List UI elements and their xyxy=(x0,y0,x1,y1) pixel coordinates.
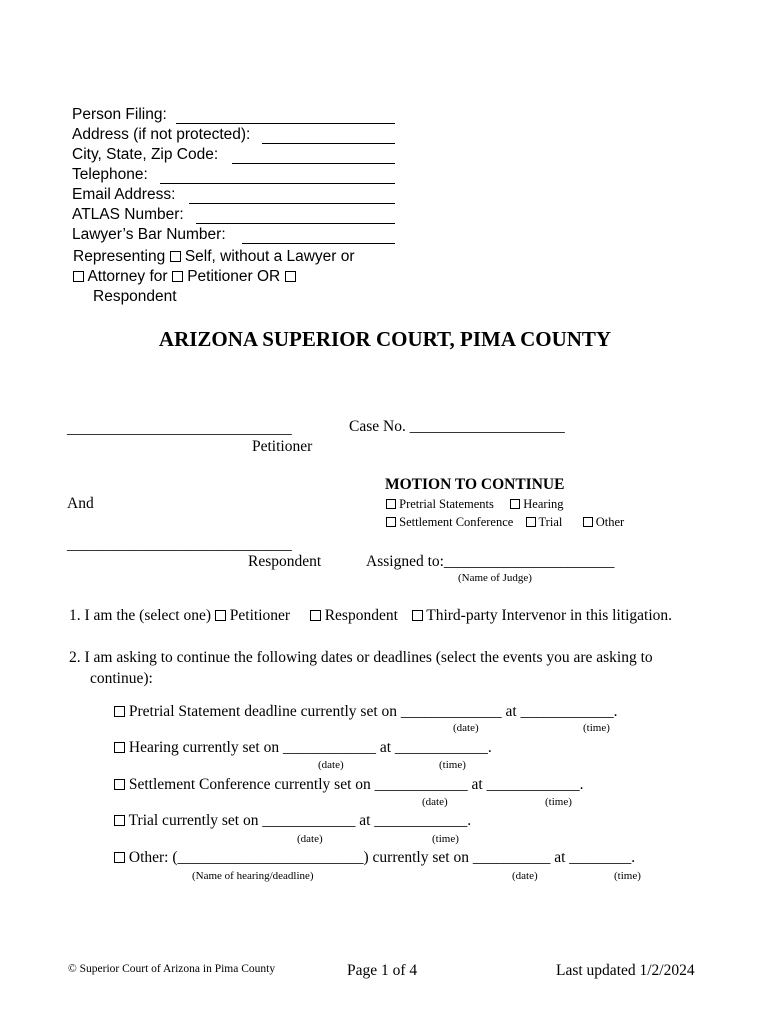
other-label: Other xyxy=(595,515,625,529)
trial-label: Trial xyxy=(538,515,563,529)
other-row xyxy=(114,849,635,867)
city-state-zip-row xyxy=(72,146,402,166)
other-row-checkbox[interactable] xyxy=(114,852,125,863)
hearing-checkbox[interactable] xyxy=(510,499,520,509)
other-time-hint: (time) xyxy=(614,870,641,882)
trial-row xyxy=(114,812,471,830)
settlement-row xyxy=(114,776,583,794)
pretrial-statements-label: Pretrial Statements xyxy=(399,497,494,511)
trial-date-hint: (date) xyxy=(297,833,323,845)
name-of-judge-hint: (Name of Judge) xyxy=(458,572,532,584)
telephone-field[interactable] xyxy=(160,183,395,184)
settlement-conference-label: Settlement Conference xyxy=(399,515,514,529)
self-checkbox[interactable] xyxy=(170,251,181,262)
atlas-field[interactable] xyxy=(196,223,395,224)
trial-row-checkbox[interactable] xyxy=(114,815,125,826)
atlas-row xyxy=(72,206,402,226)
item1-petitioner-label: Petitioner xyxy=(229,607,291,624)
respondent-checkbox[interactable] xyxy=(285,271,296,282)
attorney-checkbox[interactable] xyxy=(73,271,84,282)
settlement-row-text[interactable]: Settlement Conference currently set on ____________ at ____________. xyxy=(128,776,584,793)
bar-number-row xyxy=(72,226,402,246)
attorney-label: Attorney for xyxy=(87,268,168,285)
footer-last-updated: Last updated 1/2/2024 xyxy=(556,962,695,979)
email-row xyxy=(72,186,402,206)
hearing-row xyxy=(114,739,492,757)
petitioner-name-field[interactable]: _____________________________ xyxy=(67,420,292,437)
person-filing-field[interactable] xyxy=(176,123,395,124)
petitioner-caption-label: Petitioner xyxy=(252,438,313,455)
footer-page-number: Page 1 of 4 xyxy=(347,962,418,979)
and-label: And xyxy=(67,495,94,512)
email-field[interactable] xyxy=(189,203,395,204)
settlement-row-checkbox[interactable] xyxy=(114,779,125,790)
assigned-to-field[interactable]: Assigned to:______________________ xyxy=(366,553,615,570)
settlement-time-hint: (time) xyxy=(545,796,572,808)
petitioner-checkbox[interactable] xyxy=(172,271,183,282)
hearing-row-checkbox[interactable] xyxy=(114,742,125,753)
self-label: Self, without a Lawyer or xyxy=(184,248,355,265)
city-state-zip-field[interactable] xyxy=(232,163,395,164)
other-row-text[interactable]: Other: (________________________) currently set on __________ at ________. xyxy=(128,849,636,866)
hearing-row-text[interactable]: Hearing currently set on ____________ at ____________. xyxy=(128,739,492,756)
other-checkbox[interactable] xyxy=(583,517,593,527)
person-filing-label: Person Filing: xyxy=(72,106,167,123)
address-label: Address (if not protected): xyxy=(72,126,251,143)
footer-copyright: © Superior Court of Arizona in Pima County xyxy=(68,963,276,975)
respondent-caption-label: Respondent xyxy=(248,553,322,570)
pretrial-time-hint: (time) xyxy=(583,722,610,734)
trial-time-hint: (time) xyxy=(432,833,459,845)
hearing-label: Hearing xyxy=(523,497,564,511)
telephone-label: Telephone: xyxy=(72,166,148,183)
trial-row-text[interactable]: Trial currently set on ____________ at ____________. xyxy=(128,812,472,829)
telephone-row xyxy=(72,166,402,186)
item1-intervenor-checkbox[interactable] xyxy=(412,610,423,621)
bar-number-field[interactable] xyxy=(242,243,395,244)
case-number[interactable]: Case No. ____________________ xyxy=(349,418,565,435)
item1-intervenor-label: Third-party Intervenor in this litigation. xyxy=(426,607,673,624)
email-label: Email Address: xyxy=(72,186,176,203)
item1-line xyxy=(69,607,672,625)
motion-title: MOTION TO CONTINUE xyxy=(385,476,565,493)
respondent-label: Respondent xyxy=(93,288,177,305)
other-name-hint: (Name of hearing/deadline) xyxy=(192,870,314,882)
pretrial-row xyxy=(114,703,617,721)
motion-options-row2 xyxy=(386,515,624,530)
pretrial-row-checkbox[interactable] xyxy=(114,706,125,717)
representing-label: Representing xyxy=(73,248,166,265)
atlas-label: ATLAS Number: xyxy=(72,206,184,223)
hearing-time-hint: (time) xyxy=(439,759,466,771)
pretrial-row-text[interactable]: Pretrial Statement deadline currently set on _____________ at ____________. xyxy=(128,703,618,720)
hearing-date-hint: (date) xyxy=(318,759,344,771)
item1-respondent-checkbox[interactable] xyxy=(310,610,321,621)
trial-checkbox[interactable] xyxy=(526,517,536,527)
item2-line2: continue): xyxy=(90,670,153,687)
other-date-hint: (date) xyxy=(512,870,538,882)
address-field[interactable] xyxy=(262,143,395,144)
bar-number-label: Lawyer’s Bar Number: xyxy=(72,226,226,243)
pretrial-date-hint: (date) xyxy=(453,722,479,734)
city-state-zip-label: City, State, Zip Code: xyxy=(72,146,219,163)
petitioner-or-label: Petitioner OR xyxy=(187,268,281,285)
attorney-line xyxy=(73,268,296,286)
settlement-conference-checkbox[interactable] xyxy=(386,517,396,527)
court-title: ARIZONA SUPERIOR COURT, PIMA COUNTY xyxy=(158,327,612,351)
settlement-date-hint: (date) xyxy=(422,796,448,808)
address-row xyxy=(72,126,402,146)
item1-respondent-label: Respondent xyxy=(324,607,398,624)
motion-options-row1 xyxy=(386,497,564,512)
person-filing-row xyxy=(72,106,402,126)
respondent-name-field[interactable]: _____________________________ xyxy=(67,536,292,553)
item1-prefix: 1. I am the (select one) xyxy=(69,607,212,624)
representing-line xyxy=(73,248,355,266)
pretrial-statements-checkbox[interactable] xyxy=(386,499,396,509)
item2-line1: 2. I am asking to continue the following dates or deadlines (select the events you are asking to xyxy=(69,649,653,666)
item1-petitioner-checkbox[interactable] xyxy=(215,610,226,621)
